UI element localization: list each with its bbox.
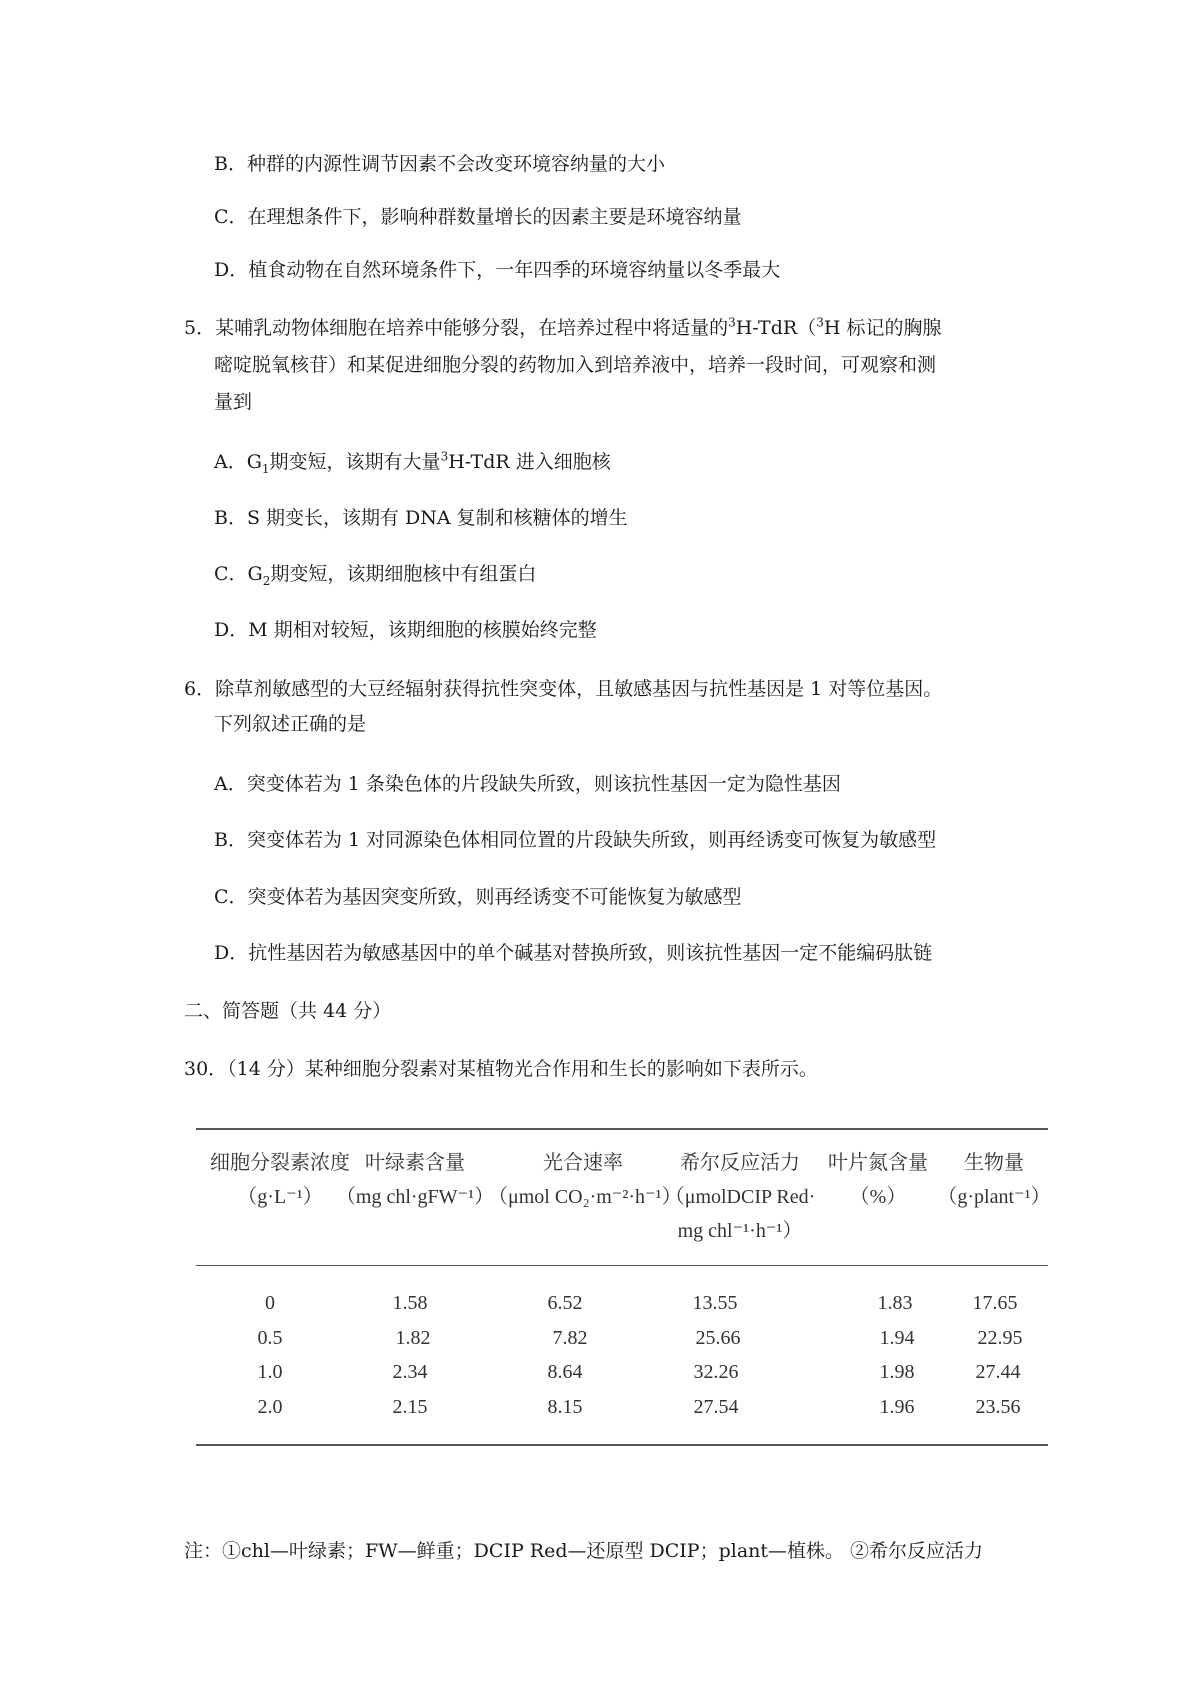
question-5-line-3: 量到: [214, 391, 253, 413]
table-cell: 8.15: [547, 1396, 583, 1418]
option-5d: D．M 期相对较短，该期细胞的核膜始终完整: [214, 619, 597, 641]
option-6d: D．抗性基因若为敏感基因中的单个碱基对替换所致，则该抗性基因一定不能编码肽链: [214, 942, 933, 964]
table-cell: 1.94: [879, 1327, 915, 1349]
option-6c: C．突变体若为基因突变所致，则再经诱变不可能恢复为敏感型: [214, 886, 742, 908]
table-cell: 23.56: [975, 1396, 1021, 1418]
table-cell: 27.44: [975, 1361, 1021, 1383]
table-cell: 27.54: [693, 1396, 739, 1418]
table-cell: 7.82: [552, 1327, 588, 1349]
header-line-2: （μmolDCIP Red·: [664, 1186, 816, 1208]
table-bottom-rule: [196, 1444, 1048, 1446]
table-header-photosynthesis: [488, 1146, 682, 1214]
header-line-1: 希尔反应活力: [680, 1152, 800, 1174]
option-4d: D．植食动物在自然环境条件下，一年四季的环境容纳量以冬季最大: [214, 259, 781, 281]
table-cell: 0.5: [257, 1327, 283, 1349]
q5a-post: H-TdR 进入细胞核: [448, 451, 611, 473]
q5-text-b: H-TdR（: [735, 317, 817, 339]
table-cell: 2.0: [257, 1396, 283, 1418]
table-header-biomass: [935, 1146, 1053, 1214]
table-cell: 13.55: [692, 1292, 738, 1314]
option-6b: B．突变体若为 1 对同源染色体相同位置的片段缺失所致，则再经诱变可恢复为敏感型: [214, 829, 937, 851]
option-4b: B．种群的内源性调节因素不会改变环境容纳量的大小: [214, 153, 665, 175]
option-5c: [214, 561, 536, 587]
header-line-1: 叶绿素含量: [365, 1152, 465, 1174]
option-6a: A．突变体若为 1 条染色体的片段缺失所致，则该抗性基因一定为隐性基因: [214, 773, 841, 795]
table-cell: 0: [265, 1292, 275, 1314]
header-line-2: （g·plant⁻¹）: [937, 1186, 1051, 1208]
table-header-hill-reaction: [655, 1146, 825, 1248]
table-cell: 1.58: [392, 1292, 428, 1314]
header-line-1: 叶片氮含量: [828, 1152, 928, 1174]
q5c-sub: 2: [262, 573, 271, 588]
q5c-post: 期变短，该期细胞核中有组蛋白: [270, 563, 537, 585]
question-5-line-2: 嘧啶脱氧核苷）和某促进细胞分裂的药物加入到培养液中，培养一段时间，可观察和测: [214, 354, 937, 376]
option-4c: C．在理想条件下，影响种群数量增长的因素主要是环境容纳量: [214, 206, 742, 228]
table-cell: 6.52: [547, 1292, 583, 1314]
table-header-leaf-nitrogen: [818, 1146, 938, 1214]
header-line-2: （%）: [849, 1186, 907, 1208]
table-cell: 1.96: [879, 1396, 915, 1418]
question-6-line-2: 下列叙述正确的是: [214, 713, 367, 735]
table-cell: 8.64: [547, 1361, 583, 1383]
table-cell: 1.0: [257, 1361, 283, 1383]
q5-sup-1: 3: [728, 315, 736, 330]
header-line-2: （mg chl·gFW⁻¹）: [335, 1186, 495, 1208]
q5c-prefix: C．G: [214, 563, 263, 585]
header-line-2: （μmol CO₂·m⁻²·h⁻¹）: [488, 1186, 682, 1208]
q5-sup-2: 3: [816, 315, 824, 330]
table-header-chlorophyll: [330, 1146, 500, 1214]
table-cell: 32.26: [693, 1361, 739, 1383]
table-cell: 2.15: [392, 1396, 428, 1418]
q5a-prefix: A．G: [214, 451, 262, 473]
question-5-line-1: [184, 315, 941, 341]
table-cell: 1.98: [879, 1361, 915, 1383]
q5a-mid: 期变短，该期有大量: [269, 451, 441, 473]
table-cell: 1.82: [395, 1327, 431, 1349]
table-header-rule: [196, 1265, 1048, 1266]
header-line-1: 细胞分裂素浓度: [210, 1152, 350, 1174]
question-30: 30．（14 分）某种细胞分裂素对某植物光合作用和生长的影响如下表所示。: [184, 1058, 818, 1080]
table-cell: 1.83: [877, 1292, 913, 1314]
option-5a: [214, 449, 611, 475]
header-line-2: （g·L⁻¹）: [237, 1186, 323, 1208]
question-6-line-1: 6．除草剂敏感型的大豆经辐射获得抗性突变体，且敏感基因与抗性基因是 1 对等位基因。: [184, 678, 943, 700]
table-cell: 25.66: [695, 1327, 741, 1349]
header-line-3: mg chl⁻¹·h⁻¹）: [677, 1220, 803, 1242]
header-line-1: 光合速率: [543, 1152, 623, 1174]
table-top-rule: [196, 1128, 1048, 1130]
q5a-sub: 1: [261, 461, 270, 476]
table-cell: 17.65: [972, 1292, 1018, 1314]
q5-text-a: 5．某哺乳动物体细胞在培养中能够分裂，在培养过程中将适量的: [184, 317, 729, 339]
option-5b: B．S 期变长，该期有 DNA 复制和核糖体的增生: [214, 507, 628, 529]
section-heading: 二、简答题（共 44 分）: [184, 1000, 392, 1022]
q5-text-c: H 标记的胸腺: [823, 317, 942, 339]
q5a-sup: 3: [440, 449, 449, 464]
table-cell: 2.34: [392, 1361, 428, 1383]
table-note: 注：①chl—叶绿素；FW—鲜重；DCIP Red—还原型 DCIP；plant—植株。 ②希尔反应活力: [184, 1540, 984, 1562]
header-line-1: 生物量: [964, 1152, 1024, 1174]
table-cell: 22.95: [977, 1327, 1023, 1349]
